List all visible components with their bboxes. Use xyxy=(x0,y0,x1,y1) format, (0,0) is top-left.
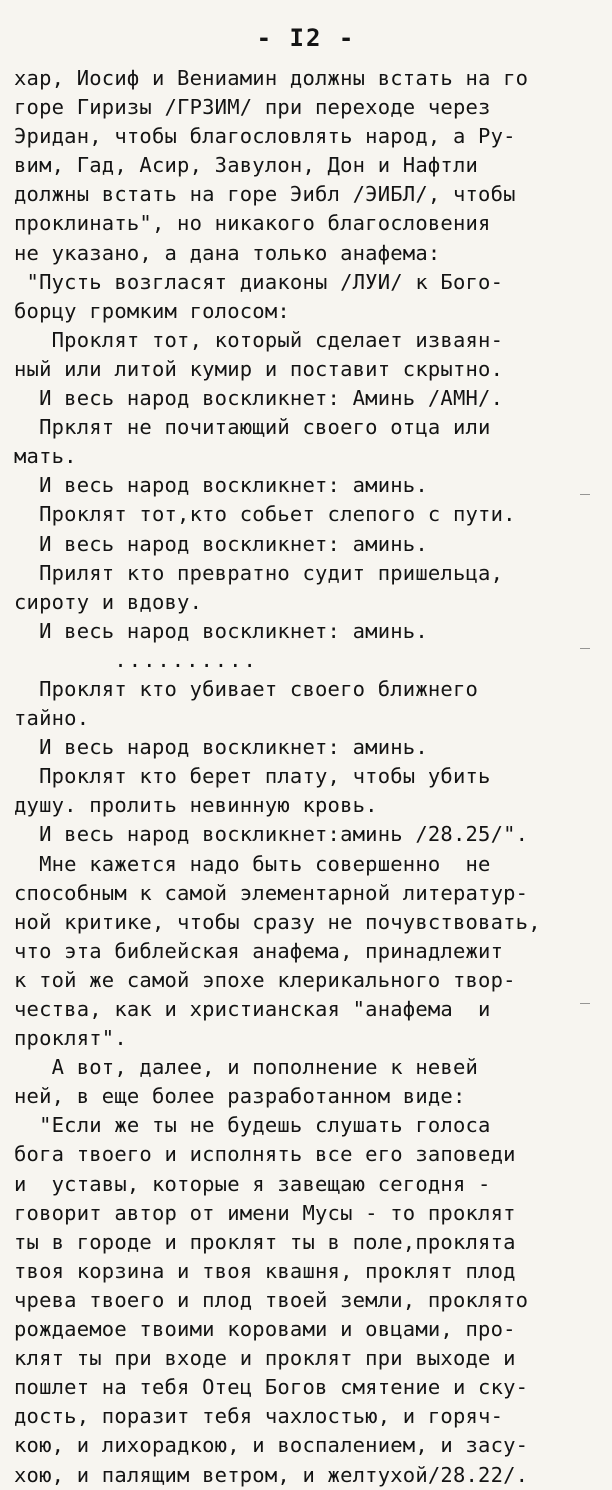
text-line: И весь народ воскликнет: аминь. xyxy=(14,473,428,498)
text-line: твоя корзина и твоя квашня, проклят плод xyxy=(14,1258,516,1283)
text-line: И весь народ воскликнет:аминь /28.25/". xyxy=(14,822,529,847)
text-line: должны встать на горе Эибл /ЭИБЛ/, чтобы xyxy=(14,182,516,207)
text-line: говорит автор от имени Мусы - то проклят xyxy=(14,1200,516,1225)
text-line: хар, Иосиф и Вениамин должны встать на го xyxy=(14,66,529,90)
text-line: дость, поразит тебя чахлостью, и горяч- xyxy=(14,1404,504,1429)
text-line: ной критике, чтобы сразу не почувствовать, xyxy=(14,909,541,934)
text-line: Прилят кто превратно судит пришельца, xyxy=(14,560,504,585)
text-line: Мне кажется надо быть совершенно не xyxy=(14,851,491,876)
margin-mark xyxy=(580,1003,590,1004)
text-line: кою, и лихорадкою, и воспалением, и засу- xyxy=(14,1433,529,1458)
text-line: Проклят кто берет плату, чтобы убить xyxy=(14,764,491,789)
text-line: чрева твоего и плод твоей земли, проклято xyxy=(14,1287,529,1312)
text-line: борцу громким голосом: xyxy=(14,298,290,323)
text-line: ней, в еще более разработанном виде: xyxy=(14,1084,466,1109)
text-line: мать. xyxy=(14,444,77,469)
text-line: проклинать", но никакого благословения xyxy=(14,211,491,236)
text-line: что эта библейская анафема, принадлежит xyxy=(14,938,504,963)
text-line: ный или литой кумир и поставит скрытно. xyxy=(14,356,504,381)
text-line: .......... xyxy=(14,647,258,672)
text-line: тайно. xyxy=(14,706,90,731)
text-line: сироту и вдову. xyxy=(14,589,203,614)
text-line: Проклят тот,кто собьет слепого с пути. xyxy=(14,502,516,527)
text-line: проклят". xyxy=(14,1026,127,1051)
text-line: Эридан, чтобы благословлять народ, а Ру- xyxy=(14,124,516,149)
text-line: И весь народ воскликнет: Аминь /АМН/. xyxy=(14,386,504,411)
text-line: Проклят тот, который сделает изваян- xyxy=(14,327,504,352)
text-line: И весь народ воскликнет: аминь. xyxy=(14,531,428,556)
page-text xyxy=(14,64,604,1490)
text-line: вим, Гад, Асир, Завулон, Дон и Нафтли xyxy=(14,153,479,178)
text-line: И весь народ воскликнет: аминь. xyxy=(14,618,428,643)
text-line: А вот, далее, и пополнение к невей xyxy=(14,1055,479,1080)
margin-mark xyxy=(580,648,590,649)
text-line: чества, как и христианская "анафема и xyxy=(14,997,491,1021)
text-line: "Если же ты не будешь слушать голоса xyxy=(14,1113,491,1138)
text-line: Проклят кто убивает своего ближнего xyxy=(14,676,479,701)
text-line: пошлет на тебя Отец Богов смятение и ску- xyxy=(14,1375,529,1400)
text-line: клят ты при входе и проклят при выходе и xyxy=(14,1346,516,1371)
text-line: к той же самой эпохе клерикального твор- xyxy=(14,967,516,992)
page-number: - I2 - xyxy=(256,24,356,52)
text-line: И весь народ воскликнет: аминь. xyxy=(14,735,428,760)
text-line: и уставы, которые я завещаю сегодня - xyxy=(14,1171,491,1196)
text-line: Прклят не почитающий своего отца или xyxy=(14,415,491,440)
text-line: рождаемое твоими коровами и овцами, про- xyxy=(14,1317,516,1342)
text-line: способным к самой элементарной литератур- xyxy=(14,880,529,905)
text-line: не указано, а дана только анафема: xyxy=(14,240,441,265)
text-line: хою, и палящим ветром, и желтухой/28.22/. xyxy=(14,1462,529,1487)
text-line: горе Гиризы /ГРЗИМ/ при переходе через xyxy=(14,95,491,120)
text-line: бога твоего и исполнять все его заповеди xyxy=(14,1142,516,1167)
margin-mark xyxy=(580,494,590,495)
text-line: ты в городе и проклят ты в поле,проклята xyxy=(14,1229,516,1254)
text-line: "Пусть возгласят диаконы /ЛУИ/ к Бого- xyxy=(14,269,504,294)
text-line: душу. пролить невинную кровь. xyxy=(14,793,378,818)
